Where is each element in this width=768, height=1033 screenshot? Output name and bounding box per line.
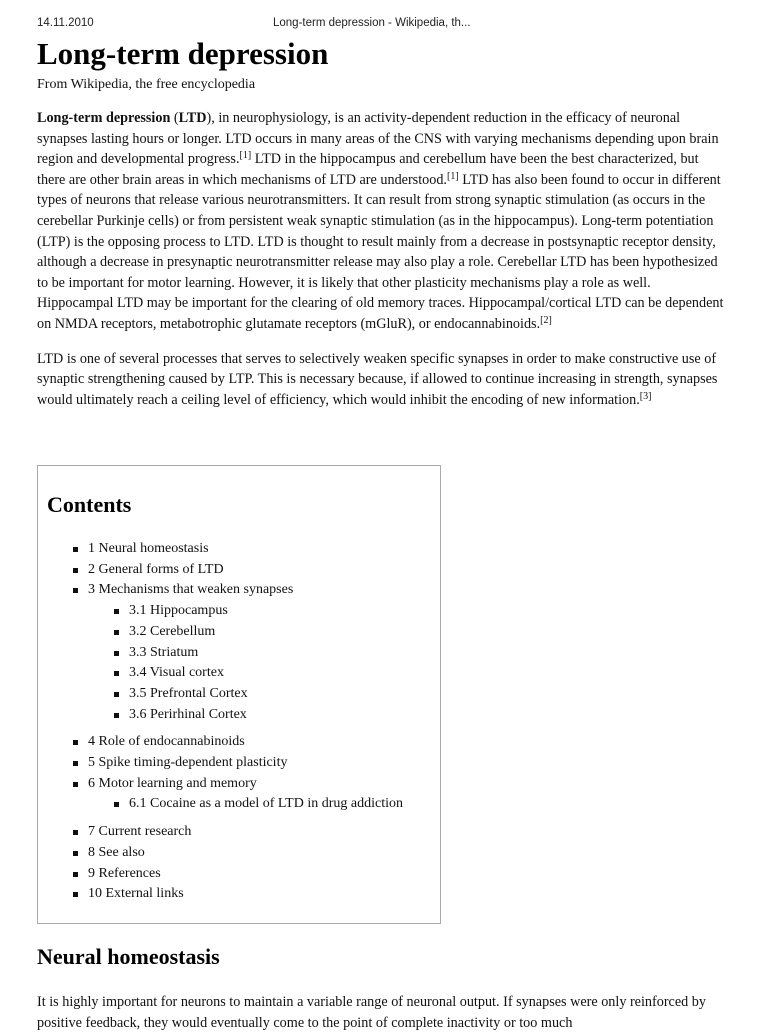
text-span: LTD has also been found to occur in different types of neurons that release various neurotransmitters. It can result from strong synaptic stimulation (as occurs in the cerebellar Purkinje cells) or from persistent weak synaptic stimulation (as in the hippocampus). Long-term potentiation (LTP) is the opposing process to LTD. LTD is thought to result mainly from a decrease in postsynaptic receptor density, although a decrease in presynaptic neurotransmitter release may also play a role. Cerebellar LTD has been hypothesized to be important for motor learning. However, it is likely that other plasticity mechanisms play a role as well. Hippocampal LTD may be important for the clearing of old memory traces. Hippocampal/cortical LTD can be dependent on NMDA receptors, metabotrophic glutamate receptors (mGluR), or endocannabinoids. — [37, 171, 724, 332]
bullet-icon — [114, 802, 119, 807]
article-title: Long-term depression — [37, 36, 329, 71]
toc-link[interactable]: 7 Current research — [88, 824, 192, 840]
bold-term: Long-term depression — [37, 110, 171, 126]
bullet-icon — [114, 713, 119, 718]
citation-link[interactable]: [3] — [639, 390, 652, 402]
print-header — [37, 17, 731, 33]
toc-link[interactable]: 3.4 Visual cortex — [129, 665, 224, 681]
text-span: LTD is one of several processes that serves to selectively weaken specific synapses in order to make constructive use of synaptic strengthening caused by LTP. This is necessary because, if allowed to continue increasing in strength, synapses would ultimately reach a ceiling level of efficiency, which would inhibit the encoding of new information. — [37, 350, 718, 408]
bullet-icon — [73, 588, 78, 593]
citation-link[interactable]: [1] — [239, 150, 252, 162]
toc-subitem[interactable] — [38, 601, 440, 622]
bullet-icon — [114, 630, 119, 635]
text-span: ), in neurophysiology, is an activity-dependent reduction in the efficacy of neuronal synapses lasting hours or longer. LTD occurs in many areas of the CNS with varying mechanisms depending upon brain region and developmental progress. — [37, 110, 719, 168]
bullet-icon — [114, 692, 119, 697]
intro-paragraph-2 — [37, 349, 727, 411]
print-page-title: Long-term depression - Wikipedia, th... — [273, 17, 471, 29]
bullet-icon — [73, 547, 78, 552]
toc-link[interactable]: 1 Neural homeostasis — [88, 541, 209, 556]
toc-link[interactable]: 3.2 Cerebellum — [129, 623, 216, 639]
bullet-icon — [73, 851, 78, 856]
toc-link[interactable]: 4 Role of endocannabinoids — [88, 734, 245, 750]
table-of-contents — [37, 465, 441, 924]
article-subtitle: From Wikipedia, the free encyclopedia — [37, 77, 256, 92]
intro-paragraph-1 — [37, 108, 727, 335]
citation-link[interactable]: [2] — [540, 314, 552, 326]
toc-link[interactable]: 5 Spike timing-dependent plasticity — [88, 755, 288, 771]
bullet-icon — [73, 761, 78, 766]
print-date: 14.11.2010 — [37, 17, 94, 29]
toc-link[interactable]: 8 See also — [88, 844, 145, 860]
toc-spacer — [38, 725, 440, 732]
toc-link[interactable]: 2 General forms of LTD — [88, 561, 224, 577]
bullet-icon — [73, 568, 78, 573]
toc-item[interactable] — [38, 753, 440, 774]
toc-subitem[interactable] — [38, 794, 440, 815]
text-span: LTD in the hippocampus and cerebellum have been the best characterized, but there are other brain areas in which mechanisms of LTD are understood. — [37, 151, 699, 188]
toc-spacer — [38, 815, 440, 822]
bullet-icon — [73, 872, 78, 877]
toc-item[interactable] — [38, 822, 440, 843]
toc-link[interactable]: 3 Mechanisms that weaken synapses — [88, 582, 294, 598]
toc-subitem[interactable] — [38, 705, 440, 726]
toc-link[interactable]: 3.1 Hippocampus — [129, 603, 228, 619]
bullet-icon — [73, 892, 78, 897]
citation-link[interactable]: [1] — [446, 170, 459, 182]
toc-item[interactable] — [38, 884, 440, 905]
toc-link[interactable]: 3.5 Prefrontal Cortex — [129, 685, 248, 701]
article-intro — [37, 108, 727, 424]
toc-link[interactable]: 9 References — [88, 865, 161, 881]
text-span: ( — [170, 110, 179, 126]
toc-item[interactable] — [38, 580, 440, 601]
bullet-icon — [73, 740, 78, 745]
toc-heading: Contents — [47, 492, 132, 517]
toc-subitem[interactable] — [38, 643, 440, 664]
toc-item[interactable] — [38, 843, 440, 864]
toc-link[interactable]: 6 Motor learning and memory — [88, 775, 257, 791]
bullet-icon — [114, 609, 119, 614]
toc-item[interactable] — [38, 864, 440, 885]
section-paragraph: It is highly important for neurons to maintain a variable range of neuronal output. If synapses were only reinforced by positive feedback, they would eventually come to the point of complete inactivity or too much — [37, 994, 706, 1031]
bullet-icon — [114, 651, 119, 656]
toc-item[interactable] — [38, 774, 440, 795]
toc-subitem[interactable] — [38, 622, 440, 643]
toc-subitem[interactable] — [38, 663, 440, 684]
bullet-icon — [73, 830, 78, 835]
toc-list — [38, 539, 440, 905]
toc-link[interactable]: 6.1 Cocaine as a model of LTD in drug addiction — [129, 796, 403, 812]
bullet-icon — [114, 671, 119, 676]
toc-link[interactable]: 10 External links — [88, 886, 184, 902]
toc-subitem[interactable] — [38, 684, 440, 705]
toc-item[interactable] — [38, 732, 440, 753]
section-heading-neural-homeostasis: Neural homeostasis — [37, 944, 220, 969]
toc-link[interactable]: 3.3 Striatum — [129, 644, 199, 660]
toc-item[interactable] — [38, 539, 440, 560]
toc-item[interactable] — [38, 560, 440, 581]
toc-link[interactable]: 3.6 Perirhinal Cortex — [129, 706, 247, 722]
bold-abbreviation: LTD — [178, 110, 207, 126]
bullet-icon — [73, 782, 78, 787]
